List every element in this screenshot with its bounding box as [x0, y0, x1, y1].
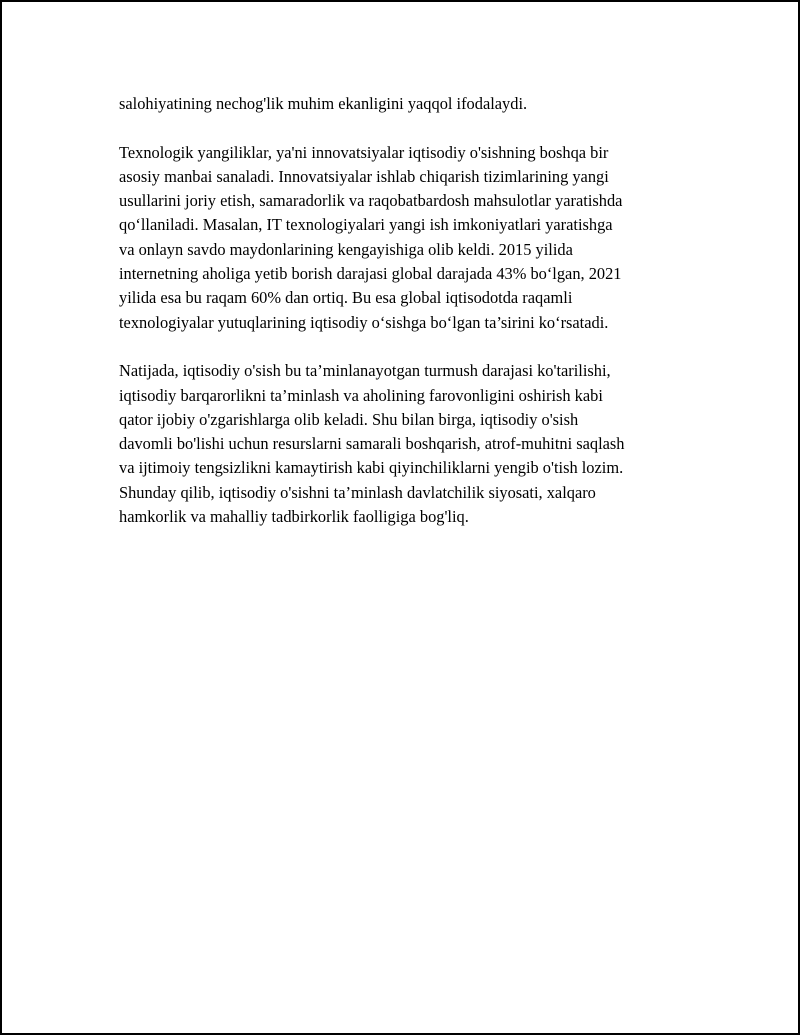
- paragraph-line: va ijtimoiy tengsizlikni kamaytirish kabi qiyinchiliklarni yengib o'tish lozim.: [119, 458, 624, 478]
- paragraph-line: Texnologik yangiliklar, ya'ni innovatsiyalar iqtisodiy o'sishning boshqa bir: [119, 142, 609, 162]
- paragraph-3: [119, 359, 699, 529]
- document-body: [119, 92, 699, 554]
- paragraph-1: [119, 92, 699, 116]
- paragraph-line: hamkorlik va mahalliy tadbirkorlik faolligiga bog'liq.: [119, 507, 469, 527]
- paragraph-line: qator ijobiy o'zgarishlarga olib keladi. Shu bilan birga, iqtisodiy o'sish: [119, 409, 579, 429]
- paragraph-line: Shunday qilib, iqtisodiy o'sishni ta’minlash davlatchilik siyosati, xalqaro: [119, 482, 596, 502]
- paragraph-line: internetning aholiga yetib borish darajasi global darajada 43% bo‘lgan, 2021: [119, 264, 622, 284]
- paragraph-line: iqtisodiy barqarorlikni ta’minlash va aholining farovonligini oshirish kabi: [119, 385, 603, 405]
- paragraph-line: Natijada, iqtisodiy o'sish bu ta’minlanayotgan turmush darajasi ko'tarilishi,: [119, 361, 611, 381]
- paragraph-line: va onlayn savdo maydonlarining kengayishiga olib keldi. 2015 yilida: [119, 239, 573, 259]
- paragraph-line: asosiy manbai sanaladi. Innovatsiyalar ishlab chiqarish tizimlarining yangi: [119, 166, 609, 186]
- paragraph-2: [119, 141, 699, 335]
- paragraph-line: qo‘llaniladi. Masalan, IT texnologiyalari yangi ish imkoniyatlari yaratishga: [119, 215, 613, 235]
- paragraph-line: yilida esa bu raqam 60% dan ortiq. Bu esa global iqtisodotda raqamli: [119, 288, 573, 308]
- paragraph-line: texnologiyalar yutuqlarining iqtisodiy o‘sishga bo‘lgan ta’sirini ko‘rsatadi.: [119, 312, 609, 332]
- paragraph-line: salohiyatining nechog'lik muhim ekanligini yaqqol ifodalaydi.: [119, 94, 528, 113]
- paragraph-line: davomli bo'lishi uchun resurslarni samarali boshqarish, atrof-muhitni saqlash: [119, 434, 625, 454]
- paragraph-line: usullarini joriy etish, samaradorlik va raqobatbardosh mahsulotlar yaratishda: [119, 191, 623, 211]
